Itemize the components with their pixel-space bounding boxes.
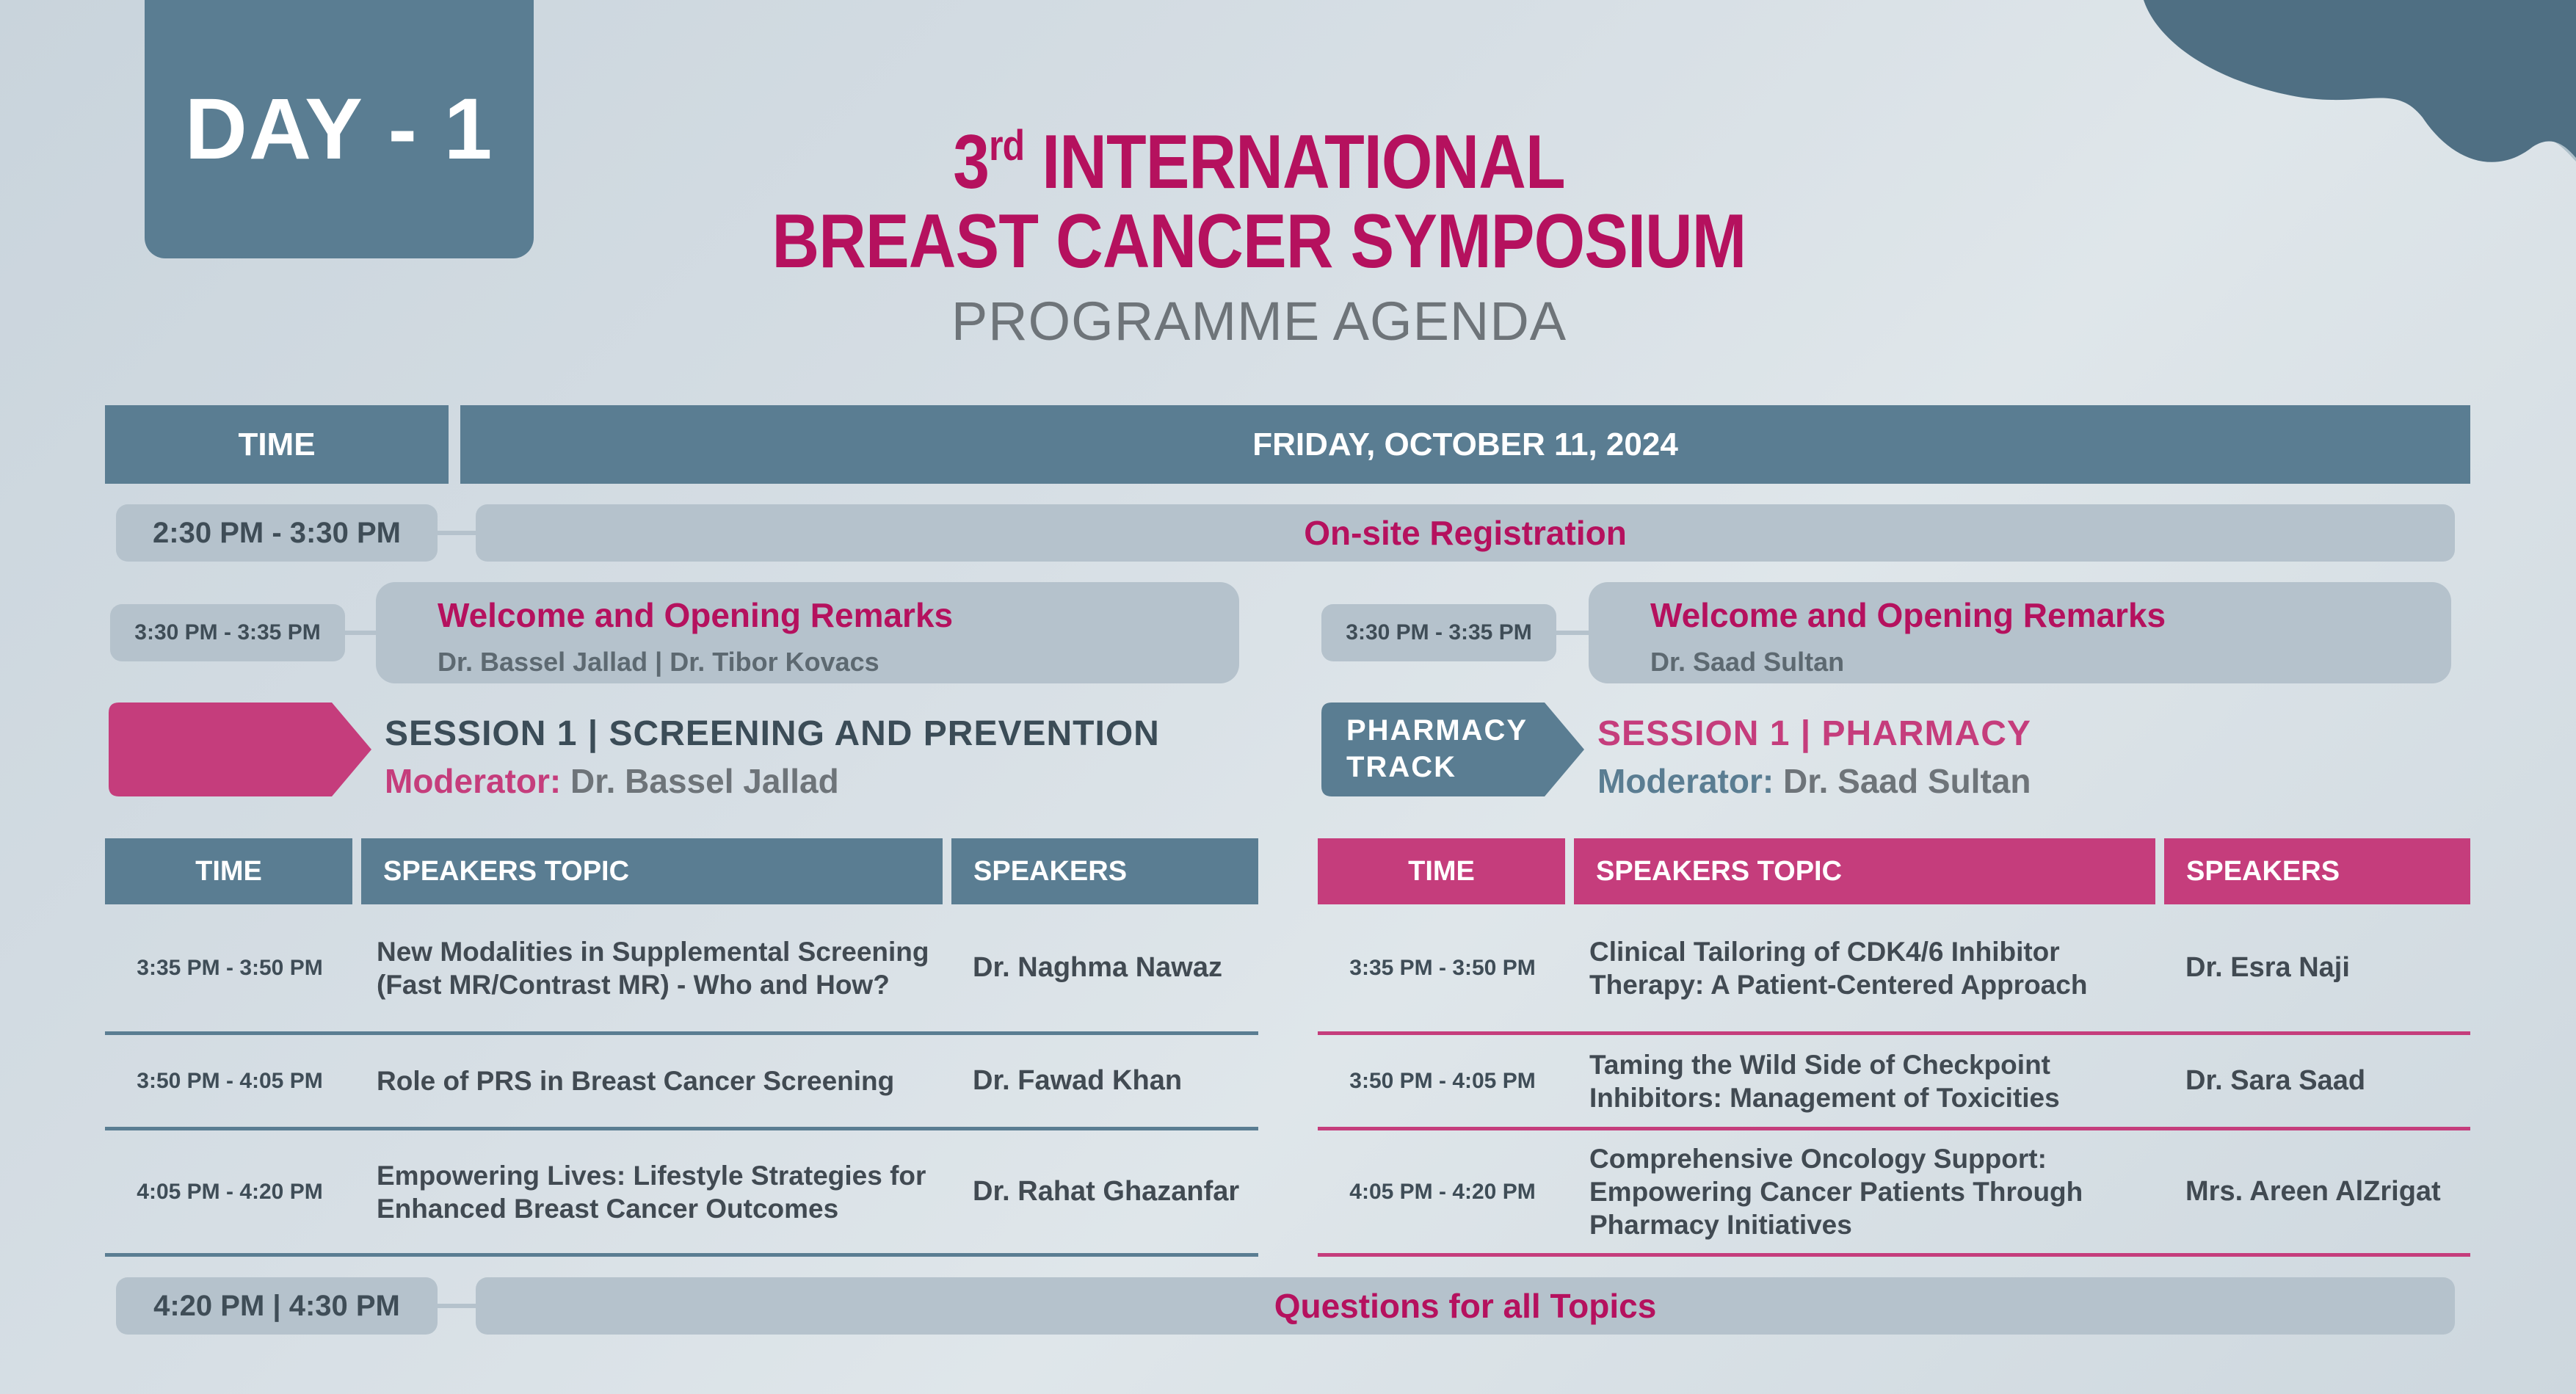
table-row [1318,1035,2470,1130]
left-welcome-time: 3:30 PM - 3:35 PM [110,604,345,661]
row-topic: Empowering Lives: Lifestyle Strategies for Enhanced Breast Cancer Outcomes [377,1160,926,1224]
right-col-speakers: SPEAKERS [2164,838,2470,904]
row-time: 3:35 PM - 3:50 PM [137,955,323,980]
page-subtitle: PROGRAMME AGENDA [951,291,1567,352]
row-topic: Clinical Tailoring of CDK4/6 Inhibitor Therapy: A Patient-Centered Approach [1589,936,2088,1000]
connector [438,531,476,535]
right-col-time: TIME [1318,838,1565,904]
row-time: 4:05 PM - 4:20 PM [137,1179,323,1204]
right-welcome-time: 3:30 PM - 3:35 PM [1321,604,1556,661]
right-welcome-box [1589,582,2451,683]
table-row [105,1035,1258,1130]
row-topic: Taming the Wild Side of Checkpoint Inhibitors: Management of Toxicities [1589,1049,2060,1113]
row-speaker: Dr. Esra Naji [2185,952,2350,983]
row-time: 3:35 PM - 3:50 PM [1349,955,1536,980]
table-row [1318,904,2470,1035]
row-topic: New Modalities in Supplemental Screening (Fast MR/Contrast MR) - Who and How? [377,936,929,1000]
questions-time: 4:20 PM | 4:30 PM [116,1277,438,1335]
table-row [1318,1130,2470,1257]
header-time: TIME [105,405,449,484]
right-session-title: SESSION 1 | PHARMACY [1597,714,2031,753]
day-badge: DAY - 1 [145,0,534,258]
left-col-speakers: SPEAKERS [951,838,1258,904]
header-date: FRIDAY, OCTOBER 11, 2024 [460,405,2470,484]
row-topic: Role of PRS in Breast Cancer Screening [377,1066,895,1096]
left-welcome-title: Welcome and Opening Remarks [438,596,954,634]
row-speaker: Dr. Fawad Khan [973,1065,1183,1096]
row-topic: Comprehensive Oncology Support: Empowering Cancer Patients Through Pharmacy Initiatives [1589,1144,2083,1240]
left-welcome-speakers: Dr. Bassel Jallad | Dr. Tibor Kovacs [438,647,879,677]
table-row [105,904,1258,1035]
row-time: 3:50 PM - 4:05 PM [1349,1068,1536,1093]
row-speaker: Mrs. Areen AlZrigat [2185,1176,2441,1207]
row-time: 4:05 PM - 4:20 PM [1349,1179,1536,1204]
connector [438,1304,476,1308]
right-moderator: Moderator: Dr. Saad Sultan [1597,762,2031,800]
row-time: 3:50 PM - 4:05 PM [137,1068,323,1093]
left-col-topic: SPEAKERS TOPIC [361,838,943,904]
left-welcome-box [376,582,1239,683]
left-col-time: TIME [105,838,352,904]
table-row [105,1130,1258,1257]
connector [345,631,376,635]
row-speaker: Dr. Sara Saad [2185,1065,2366,1096]
track-tag-label: PHARMACY TRACK [1346,714,1528,783]
row-speaker: Dr. Naghma Nawaz [973,952,1222,983]
left-moderator: Moderator: Dr. Bassel Jallad [385,762,839,800]
row-speaker: Dr. Rahat Ghazanfar [973,1176,1240,1207]
left-session-header [385,714,1236,801]
session-tag-arrow [109,703,373,796]
connector [1556,631,1589,635]
right-welcome-title: Welcome and Opening Remarks [1650,596,2166,634]
right-session-header [1597,714,2449,801]
title-block [661,106,1857,352]
right-welcome-speakers: Dr. Saad Sultan [1650,647,1845,677]
right-col-topic: SPEAKERS TOPIC [1574,838,2155,904]
decorative-blob [1982,0,2576,191]
left-session-title: SESSION 1 | SCREENING AND PREVENTION [385,714,1160,753]
registration-time: 2:30 PM - 3:30 PM [116,504,438,562]
registration-label: On-site Registration [476,504,2455,562]
questions-label: Questions for all Topics [476,1277,2455,1335]
page-title-line2: BREAST CANCER SYMPOSIUM [772,199,1746,284]
page-title-line1: 3rd INTERNATIONAL [953,120,1565,205]
